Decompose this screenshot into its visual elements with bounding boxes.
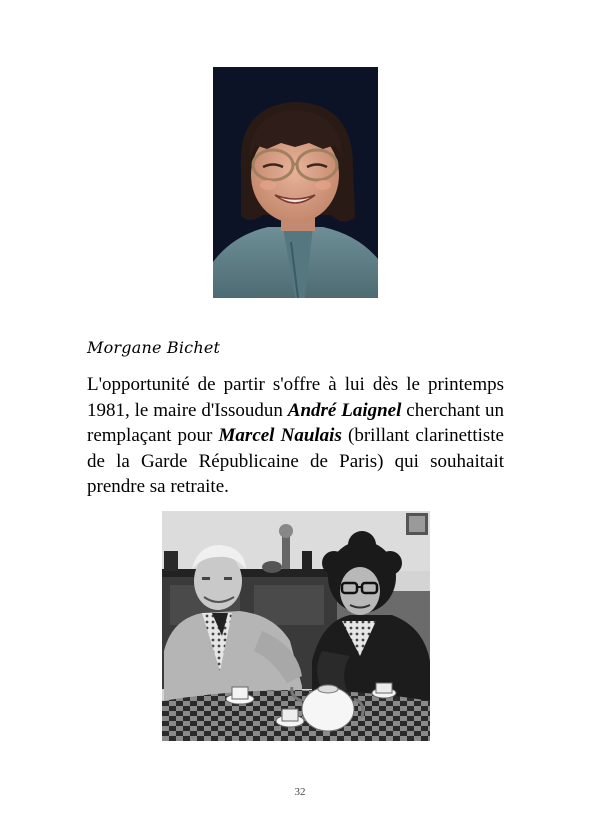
paragraph-text-1: L'opportunité de partir s'offre à lui dès le printemps 1981, le maire d'Issoudun: [87, 374, 504, 421]
paragraph-text-2: cherchant un remplaçant pour: [87, 399, 505, 446]
person-name-marcel-naulais: Marcel Naulais: [218, 425, 342, 446]
page-number: 32: [294, 786, 306, 798]
body-paragraph: [87, 372, 504, 500]
photo-caption: Morgane Bichet: [87, 338, 221, 357]
photo-two-people-at-table: [162, 511, 430, 741]
photo-child-portrait: [213, 67, 378, 298]
person-name-andre-laignel: André Laignel: [287, 399, 402, 421]
paragraph-text-3: (brillant clarinettiste de la Garde Républicaine de Paris) qui souhaitait prendre sa retraite.: [87, 425, 504, 497]
